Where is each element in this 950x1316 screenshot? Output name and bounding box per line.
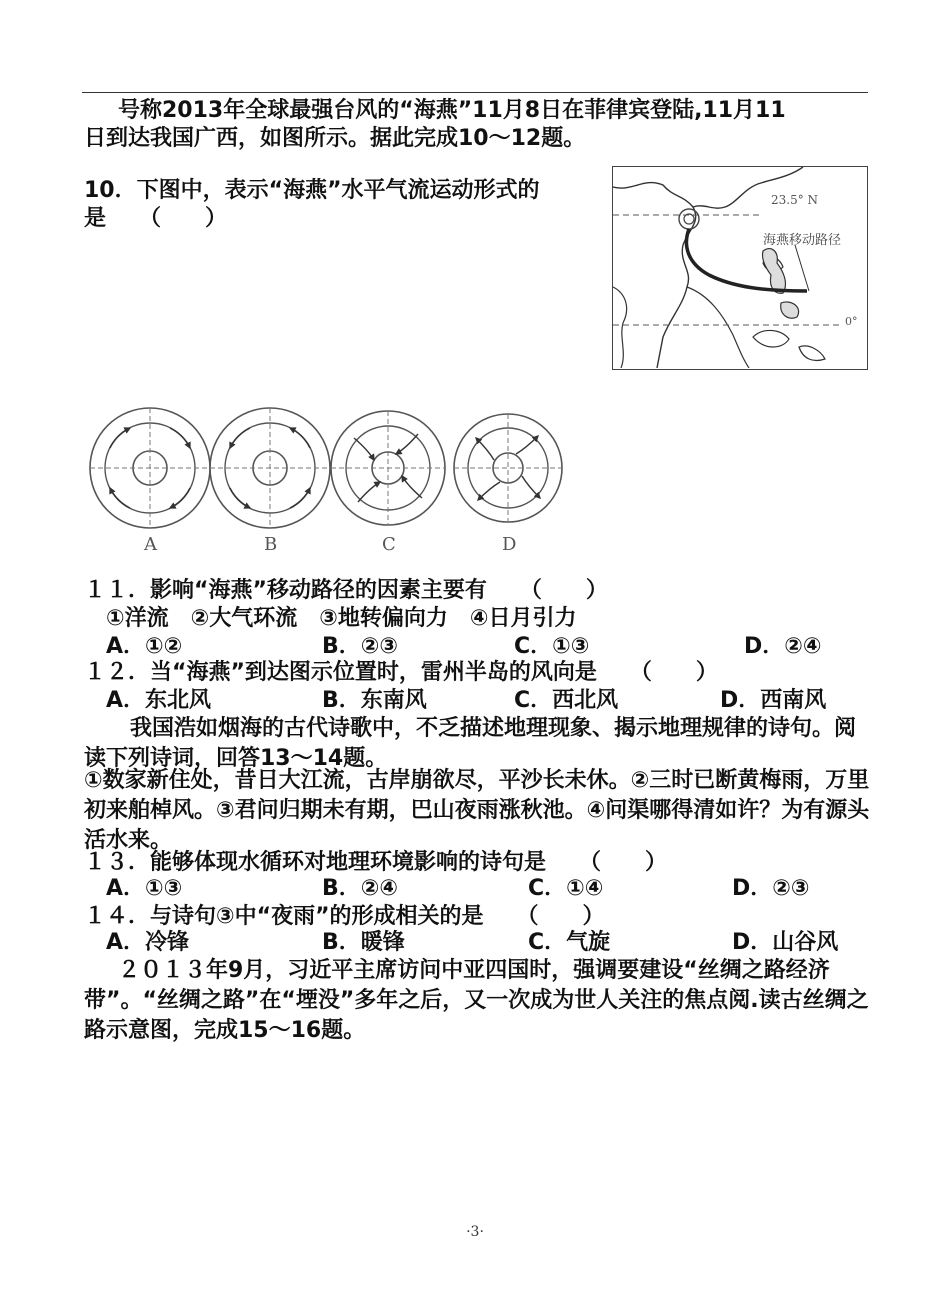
- poem-intro: 我国浩如烟海的古代诗歌中，不乏描述地理现象、揭示地理规律的诗句。阅读下列诗词，回答13～14题。: [84, 716, 857, 771]
- q12-option-a: A．东北风: [106, 688, 212, 713]
- typhoon-map-drawing: [613, 167, 866, 368]
- q14-option-b: B．暖锋: [322, 930, 405, 955]
- equator-label: 0°: [845, 315, 858, 328]
- q11-items: ①洋流 ②大气环流 ③地转偏向力 ④日月引力: [106, 606, 577, 631]
- latitude-label: 23.5° N: [771, 193, 819, 207]
- q10-stem-line-1: 10．下图中，表示“海燕”水平气流运动形式的: [84, 178, 540, 203]
- airflow-diagrams: [84, 398, 604, 542]
- q12-option-c: C．西北风: [514, 688, 619, 713]
- intro-line-1: 号称2013年全球最强台风的“海燕”11月8日在菲律宾登陆,11月11: [118, 98, 786, 123]
- q14-option-c: C．气旋: [528, 930, 611, 955]
- q11-option-c: C．①③: [514, 634, 590, 659]
- silk-road-paragraph: ２０１３年9月，习近平主席访问中亚四国时，强调要建设“丝绸之路经济带”。“丝绸之路”在“堙没”多年之后，又一次成为世人关注的焦点阅.读古丝绸之路示意图，完成15～16题。: [84, 958, 869, 1043]
- path-label: 海燕移动路径: [763, 233, 842, 248]
- q11-option-d: D．②④: [744, 634, 822, 659]
- diagram-a: [90, 408, 210, 528]
- q13-stem: １３．能够体现水循环对地理环境影响的诗句是 （ ）: [84, 850, 668, 875]
- header-rule: [82, 92, 868, 93]
- q10-stem-line-2: 是 （ ）: [84, 206, 228, 231]
- intro-line-2: 日到达我国广西，如图所示。据此完成10～12题。: [84, 126, 586, 151]
- q12-stem: １２．当“海燕”到达图示位置时，雷州半岛的风向是 （ ）: [84, 660, 718, 685]
- q11-option-a: A．①②: [106, 634, 183, 659]
- typhoon-map: [612, 166, 868, 370]
- q12-option-b: B．东南风: [322, 688, 427, 713]
- q12-option-d: D．西南风: [720, 688, 827, 713]
- poem-list: ①数家新住处，昔日大江流，古岸崩欲尽，平沙长未休。②三时已断黄梅雨，万里初来舶棹风。③君问归期未有期，巴山夜雨涨秋池。④问渠哪得清如许？为有源头活水来。: [84, 768, 870, 853]
- q13-option-c: C．①④: [528, 876, 604, 901]
- q14-option-d: D．山谷风: [732, 930, 839, 955]
- q13-option-a: A．①③: [106, 876, 183, 901]
- diagram-label-d: D: [502, 534, 517, 555]
- q11-stem: １１．影响“海燕”移动路径的因素主要有 （ ）: [84, 578, 608, 603]
- q14-stem: １４．与诗句③中“夜雨”的形成相关的是 （ ）: [84, 904, 605, 929]
- q13-option-b: B．②④: [322, 876, 399, 901]
- diagram-label-b: B: [264, 534, 278, 555]
- diagram-label-a: A: [144, 534, 157, 555]
- diagram-d: [454, 414, 562, 522]
- diagram-label-c: C: [382, 534, 396, 555]
- q13-option-d: D．②③: [732, 876, 810, 901]
- diagram-b: [210, 408, 330, 528]
- airflow-diagram-svg: [84, 398, 604, 538]
- diagram-c: [331, 411, 445, 525]
- q11-option-b: B．②③: [322, 634, 399, 659]
- page-number: ·3·: [466, 1224, 484, 1240]
- q14-option-a: A．冷锋: [106, 930, 190, 955]
